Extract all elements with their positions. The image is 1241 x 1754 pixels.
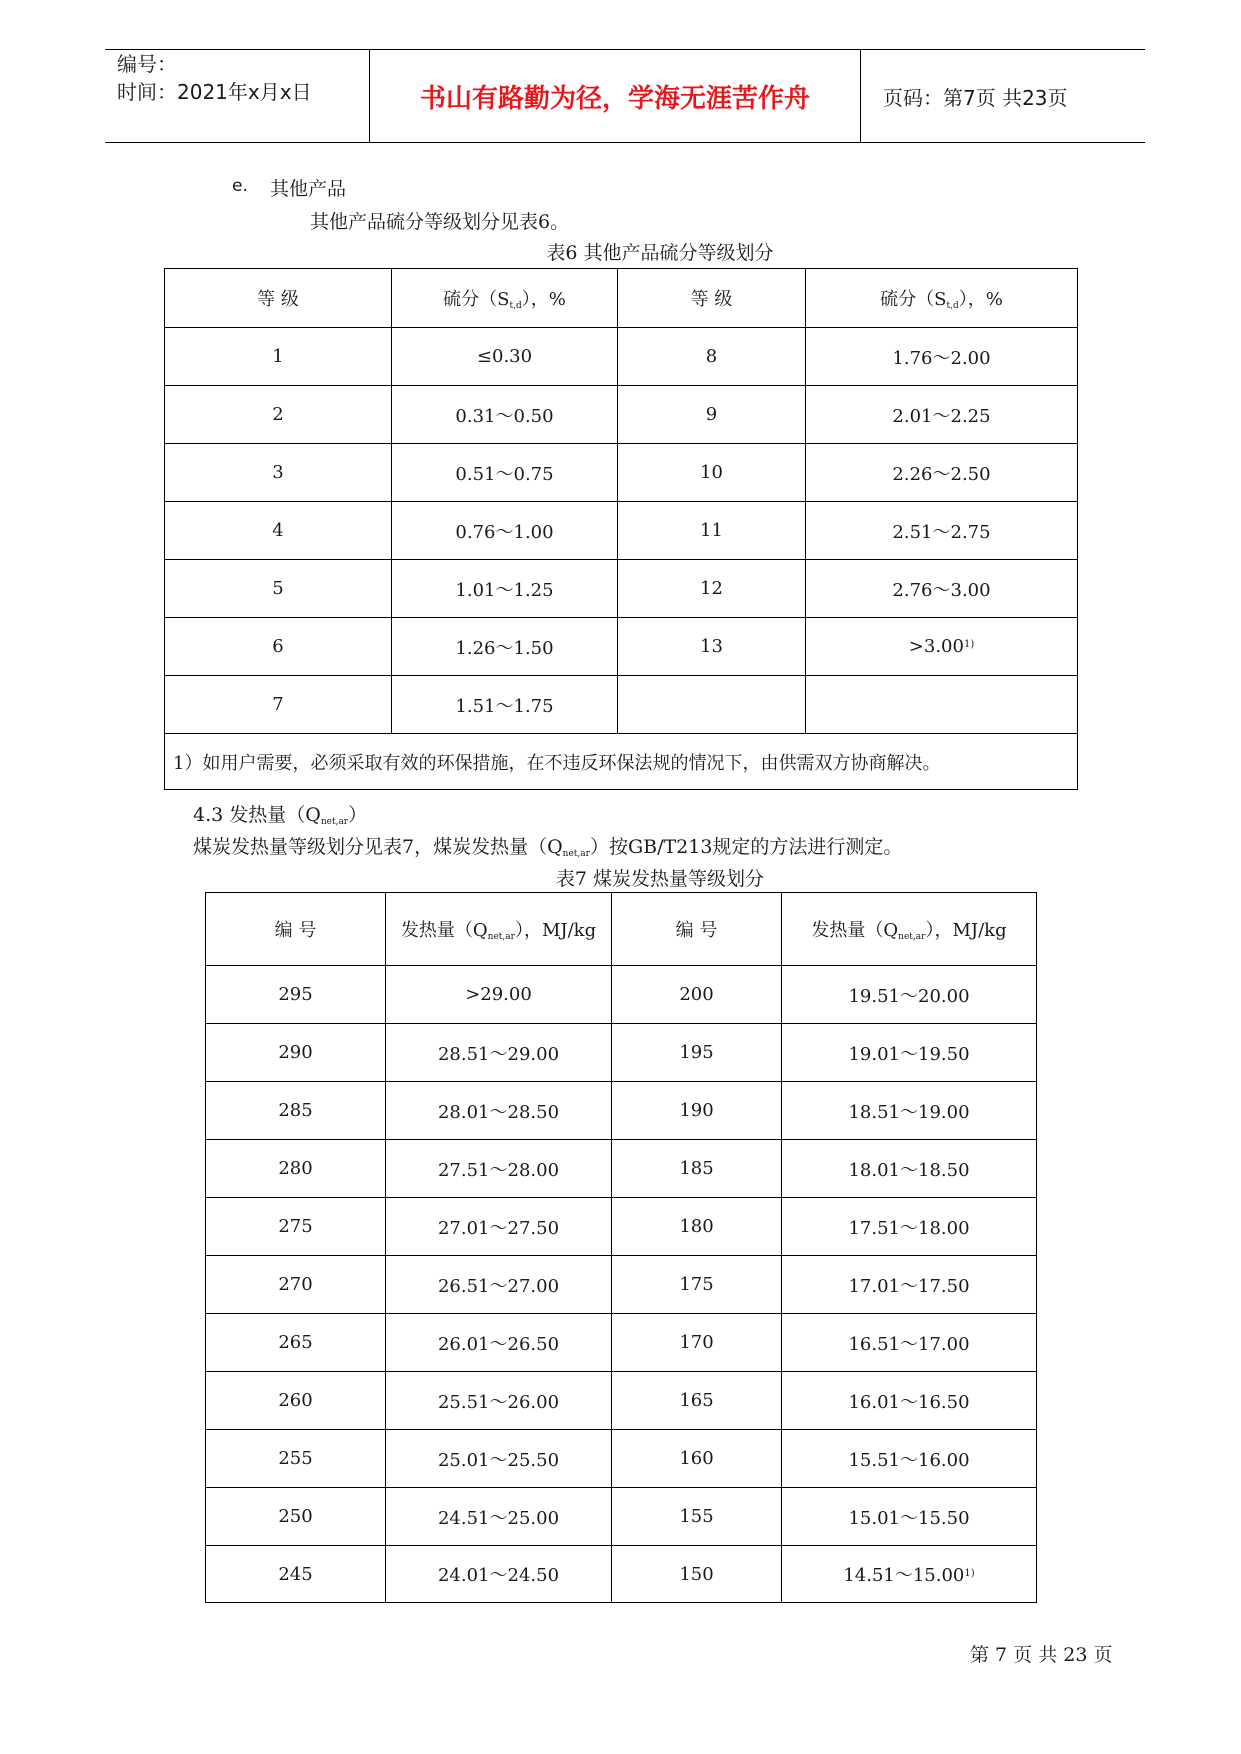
table6-cell-grade (618, 676, 806, 734)
section-43-intro (193, 832, 902, 859)
table-row (165, 328, 1078, 386)
table6-cell-grade: 3 (165, 444, 392, 502)
table6-footnote-row (165, 734, 1078, 790)
section-43-intro-suffix: ）按GB/T213规定的方法进行测定。 (589, 836, 903, 858)
table7-header-cv-1-suffix: ），MJ/kg (514, 920, 597, 941)
table6-header-sulfur-1 (392, 269, 618, 328)
table6-footnote: 1）如用户需要，必须采取有效的环保措施，在不违反环保法规的情况下，由供需双方协商解决。 (165, 734, 1078, 790)
table6-cell-grade: 7 (165, 676, 392, 734)
table7-header-cv-2 (782, 893, 1037, 966)
header-slogan: 书山有路勤为径，学海无涯苦作舟 (419, 83, 810, 114)
table6-cell-sulfur: 2.76～3.00 (806, 560, 1078, 618)
table-row (165, 676, 1078, 734)
table7-header-row (206, 893, 1037, 966)
table7-cell-code: 270 (206, 1256, 386, 1314)
table7-footnote-mark: 1) (964, 1568, 975, 1579)
table6-cell-grade: 12 (618, 560, 806, 618)
table7-cell-value: 17.51～18.00 (782, 1198, 1037, 1256)
table6-cell-sulfur: 2.01～2.25 (806, 386, 1078, 444)
table7-cell-value: 19.51～20.00 (782, 966, 1037, 1024)
table7-cell-code: 295 (206, 966, 386, 1024)
table6-caption: 表6 其他产品硫分等级划分 (546, 242, 774, 264)
table6-cell-sulfur (806, 676, 1078, 734)
table-row (206, 966, 1037, 1024)
table-row (206, 1024, 1037, 1082)
table6-header-sulfur-1-suffix: ），% (521, 289, 566, 310)
table7-cell-value: 15.01～15.50 (782, 1488, 1037, 1546)
table6-header-sulfur-2-prefix: 硫分（S (880, 289, 947, 310)
table7 (205, 892, 1037, 1603)
table-row (165, 386, 1078, 444)
table6-cell-grade: 9 (618, 386, 806, 444)
table7-cell-value: 27.51～28.00 (386, 1140, 612, 1198)
section-43-intro-prefix: 煤炭发热量等级划分见表7，煤炭发热量（Q (193, 836, 563, 858)
table7-cell-code: 280 (206, 1140, 386, 1198)
table7-cell-code: 255 (206, 1430, 386, 1488)
table7-cell-value: 25.51～26.00 (386, 1372, 612, 1430)
table7-header-cv-2-suffix: ），MJ/kg (925, 920, 1007, 941)
table6-cell-sulfur: 2.26～2.50 (806, 444, 1078, 502)
table6-cell-sulfur-value: >3.00 (908, 636, 964, 657)
table6-cell-sulfur: 1.26～1.50 (392, 618, 618, 676)
table-row (206, 1140, 1037, 1198)
table6-cell-sulfur (806, 618, 1078, 676)
table6-header-sulfur-2 (806, 269, 1078, 328)
table7-cell-code: 290 (206, 1024, 386, 1082)
table-row (206, 1430, 1037, 1488)
table7-cell-value: 26.01～26.50 (386, 1314, 612, 1372)
table-row (206, 1372, 1037, 1430)
table7-cell-code: 260 (206, 1372, 386, 1430)
table6-header-sulfur-1-sub: t,d (509, 301, 522, 311)
table7-cell-value: 26.51～27.00 (386, 1256, 612, 1314)
table-row (165, 560, 1078, 618)
table6-cell-sulfur: 0.76～1.00 (392, 502, 618, 560)
table-row (165, 502, 1078, 560)
table-row (165, 618, 1078, 676)
table6-header-sulfur-1-prefix: 硫分（S (443, 289, 510, 310)
table7-cell-value: 16.01～16.50 (782, 1372, 1037, 1430)
table-row (206, 1256, 1037, 1314)
table6-cell-grade: 5 (165, 560, 392, 618)
header-number-label: 编号： (117, 52, 177, 76)
table6 (164, 268, 1078, 790)
header-slogan-box (369, 50, 861, 142)
table7-cell-value: >29.00 (386, 966, 612, 1024)
table6-cell-grade: 10 (618, 444, 806, 502)
table7-cell-value: 16.51～17.00 (782, 1314, 1037, 1372)
table7-header-cv-1-sub: net,ar (487, 932, 515, 942)
table7-cell-value: 19.01～19.50 (782, 1024, 1037, 1082)
table7-cell-code: 170 (612, 1314, 782, 1372)
table7-cell-value-text: 14.51～15.00 (843, 1565, 965, 1586)
table7-header-cv-1-prefix: 发热量（Q (400, 920, 488, 941)
table7-cell-value: 15.51～16.00 (782, 1430, 1037, 1488)
section-43-intro-sub: net,ar (562, 849, 590, 859)
table7-cell-code: 150 (612, 1546, 782, 1603)
table7-cell-value: 18.01～18.50 (782, 1140, 1037, 1198)
table6-cell-sulfur: 0.31～0.50 (392, 386, 618, 444)
table6-cell-sulfur: 0.51～0.75 (392, 444, 618, 502)
table7-caption: 表7 煤炭发热量等级划分 (555, 868, 765, 890)
section-e-intro: 其他产品硫分等级划分见表6。 (310, 211, 570, 233)
table7-cell-code: 165 (612, 1372, 782, 1430)
header-page-code (871, 50, 1153, 142)
table6-cell-sulfur: 1.01～1.25 (392, 560, 618, 618)
section-43-heading-prefix: 4.3 发热量（Q (193, 804, 321, 826)
section-43-heading (193, 800, 367, 827)
table7-header-code-2: 编 号 (612, 893, 782, 966)
table7-cell-code: 285 (206, 1082, 386, 1140)
table6-cell-sulfur: 1.51～1.75 (392, 676, 618, 734)
table6-cell-grade: 6 (165, 618, 392, 676)
table7-cell-code: 190 (612, 1082, 782, 1140)
table-row (165, 444, 1078, 502)
section-43-heading-sub: net,ar (320, 817, 349, 827)
table7-cell-code: 200 (612, 966, 782, 1024)
table7-cell-value: 24.01～24.50 (386, 1546, 612, 1603)
table7-cell-value: 18.51～19.00 (782, 1082, 1037, 1140)
table6-cell-grade: 11 (618, 502, 806, 560)
header-meta (117, 50, 365, 142)
table7-cell-code: 175 (612, 1256, 782, 1314)
table7-cell-code: 185 (612, 1140, 782, 1198)
table7-cell-value: 28.51～29.00 (386, 1024, 612, 1082)
table6-cell-sulfur: ≤0.30 (392, 328, 618, 386)
table7-cell-code: 160 (612, 1430, 782, 1488)
table6-cell-grade: 1 (165, 328, 392, 386)
page-footer: 第 7 页 共 23 页 (970, 1644, 1113, 1666)
table7-cell-code: 275 (206, 1198, 386, 1256)
table7-cell-code: 265 (206, 1314, 386, 1372)
table7-header-cv-1 (386, 893, 612, 966)
table6-cell-grade: 4 (165, 502, 392, 560)
section-e-heading: 其他产品 (270, 178, 347, 200)
table-row (206, 1546, 1037, 1603)
table-row (206, 1198, 1037, 1256)
table6-cell-grade: 2 (165, 386, 392, 444)
table6-header-row (165, 269, 1078, 328)
table7-cell-value: 24.51～25.00 (386, 1488, 612, 1546)
table7-cell-value: 27.01～27.50 (386, 1198, 612, 1256)
table-row (206, 1314, 1037, 1372)
table7-cell-code: 195 (612, 1024, 782, 1082)
table7-cell-value: 25.01～25.50 (386, 1430, 612, 1488)
table7-header-code-1: 编 号 (206, 893, 386, 966)
table6-cell-grade: 8 (618, 328, 806, 386)
table6-header-sulfur-2-suffix: ），% (958, 289, 1003, 310)
table6-cell-sulfur: 1.76～2.00 (806, 328, 1078, 386)
table7-cell-value (782, 1546, 1037, 1603)
table-row (206, 1488, 1037, 1546)
table6-cell-grade: 13 (618, 618, 806, 676)
table6-header-grade-1: 等 级 (165, 269, 392, 328)
table7-cell-code: 250 (206, 1488, 386, 1546)
table7-cell-value: 17.01～17.50 (782, 1256, 1037, 1314)
table-row (206, 1082, 1037, 1140)
table7-cell-code: 155 (612, 1488, 782, 1546)
header-time-label: 时间：2021年x月x日 (117, 80, 312, 104)
table7-header-cv-2-sub: net,ar (898, 932, 926, 942)
table7-cell-code: 245 (206, 1546, 386, 1603)
table6-footnote-mark: 1) (963, 639, 975, 650)
table7-cell-value: 28.01～28.50 (386, 1082, 612, 1140)
table7-cell-code: 180 (612, 1198, 782, 1256)
table6-header-grade-2: 等 级 (618, 269, 806, 328)
header-page-code-text: 页码：第7页 共23页 (883, 85, 1068, 110)
page-header (105, 50, 1145, 143)
section-43-heading-suffix: ） (348, 804, 368, 826)
table6-cell-sulfur: 2.51～2.75 (806, 502, 1078, 560)
table6-header-sulfur-2-sub: t,d (946, 301, 959, 311)
section-e-number: e. (232, 176, 248, 196)
table7-header-cv-2-prefix: 发热量（Q (811, 920, 899, 941)
